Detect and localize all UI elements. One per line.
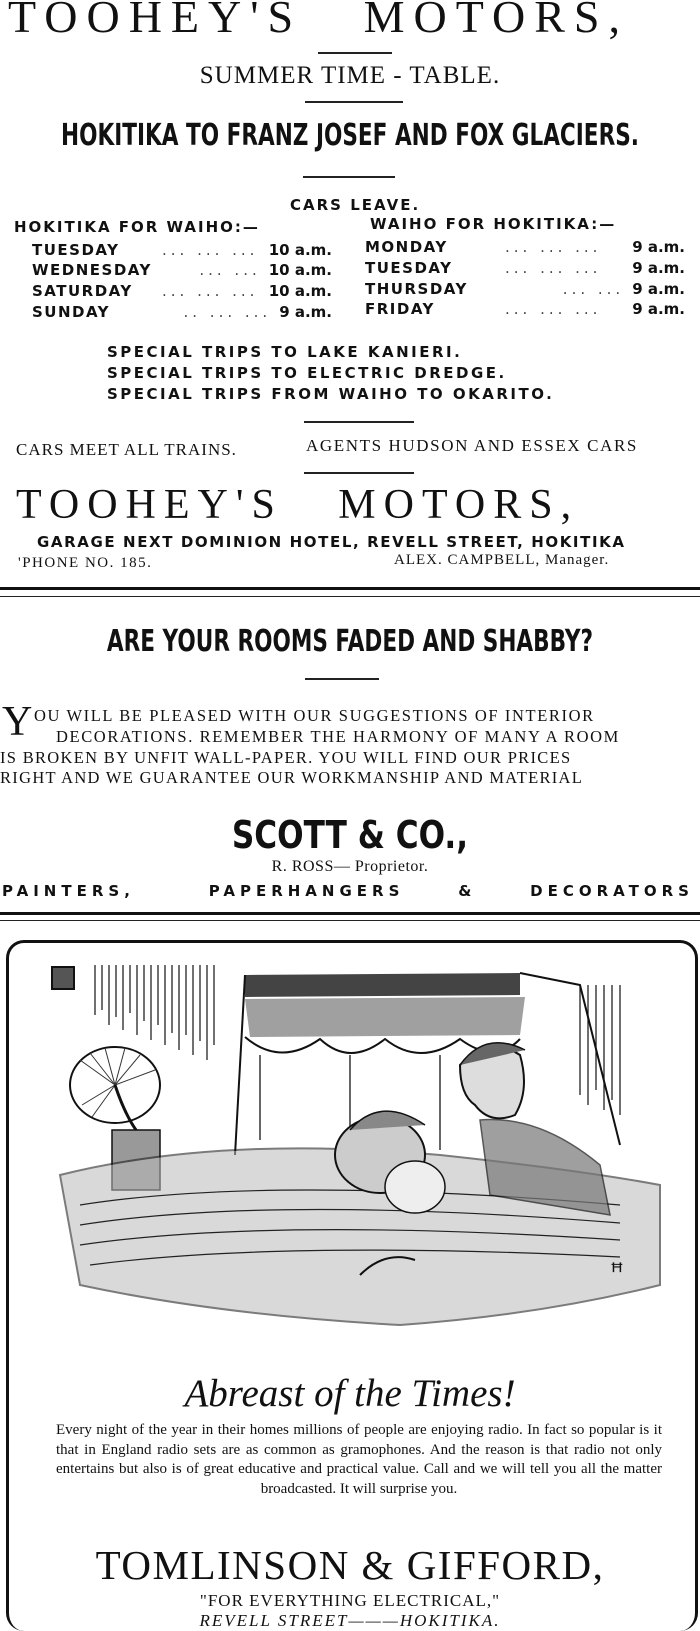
scott-body-line: OU WILL BE PLEASED WITH OUR SUGGESTIONS OF INTERIOR [34, 706, 595, 725]
schedule-row: FRIDAY ... ... ... 9 a.m. [365, 300, 685, 318]
schedule-row: SUNDAY .. ... ... 9 a.m. [32, 303, 332, 321]
scott-body-line: RIGHT AND WE GUARANTEE OUR WORKMANSHIP AND MATERIAL [0, 768, 584, 787]
section-separator [0, 596, 700, 597]
svg-text:ꟸ: ꟸ [610, 1260, 624, 1286]
divider [304, 421, 414, 423]
scott-headline: ARE YOUR ROOMS FADED AND SHABBY? [106, 624, 594, 659]
tomlinson-address: REVELL STREET———HOKITIKA. [199, 1611, 501, 1630]
special-trips [107, 342, 554, 405]
section-separator [0, 920, 700, 921]
divider [318, 52, 392, 54]
scott-body-line: DECORATIONS. REMEMBER THE HARMONY OF MANY A ROOM [56, 727, 620, 746]
trade-label: & [458, 882, 477, 900]
special-trip-line: SPECIAL TRIPS FROM WAIHO TO OKARITO. [107, 385, 555, 403]
special-trip-line: SPECIAL TRIPS TO ELECTRIC DREDGE. [107, 364, 507, 382]
trade-label: DECORATORS [530, 882, 694, 900]
section-separator [0, 912, 700, 915]
cars-leave: CARS LEAVE. [290, 196, 421, 214]
cars-meet-trains: CARS MEET ALL TRAINS. [16, 440, 237, 459]
radio-illustration [20, 955, 680, 1345]
trade-label: PAINTERS, [2, 882, 135, 900]
garage-address: GARAGE NEXT DOMINION HOTEL, REVELL STREET, HOKITIKA [37, 533, 626, 551]
schedule-row: SATURDAY ... ... ... 10 a.m. [32, 282, 332, 300]
schedule-row: MONDAY ... ... ... 9 a.m. [365, 238, 685, 256]
toohey-footer-name: TOOHEY'S MOTORS, [16, 482, 580, 528]
tomlinson-firm: TOMLINSON & GIFFORD, [95, 1542, 605, 1588]
route-title: HOKITIKA TO FRANZ JOSEF AND FOX GLACIERS. [61, 118, 639, 153]
tomlinson-slogan: "FOR EVERYTHING ELECTRICAL," [199, 1591, 501, 1610]
manager-name: ALEX. CAMPBELL, Manager. [394, 552, 610, 568]
schedule-row: TUESDAY ... ... ... 9 a.m. [365, 259, 685, 277]
schedule-row: TUESDAY ... ... ... 10 a.m. [32, 241, 332, 259]
scott-body-line: IS BROKEN BY UNFIT WALL-PAPER. YOU WILL FIND OUR PRICES [0, 748, 572, 767]
radio-body-text: Every night of the year in their homes millions of people are enjoying radio. In fact so popular is it that in England radio sets are as common as gramophones. And the reason is that radio not only entertains but also is of great educative and practical value. Call and we will tell you all the matter broadcasted. It will surprise you. [56, 1422, 662, 1497]
toohey-headline: TOOHEY'S MOTORS, [8, 0, 629, 42]
timetable-subtitle: SUMMER TIME - TABLE. [199, 62, 501, 89]
agents-line: AGENTS HUDSON AND ESSEX CARS [306, 436, 638, 455]
schedule-row: THURSDAY ... ... 9 a.m. [365, 280, 685, 298]
special-trip-line: SPECIAL TRIPS TO LAKE KANIERI. [107, 343, 463, 361]
phone-number: 'PHONE NO. 185. [18, 555, 153, 571]
trade-label: PAPERHANGERS [208, 882, 405, 900]
left-heading: HOKITIKA FOR WAIHO:— [14, 218, 260, 236]
section-separator [0, 587, 700, 590]
tomlinson-headline: Abreast of the Times! [184, 1372, 516, 1415]
schedule-row: WEDNESDAY ... ... 10 a.m. [32, 261, 332, 279]
proprietor: R. ROSS— Proprietor. [271, 858, 429, 875]
divider [305, 101, 403, 103]
trades-line [2, 882, 694, 900]
right-heading: WAIHO FOR HOKITIKA:— [370, 215, 617, 233]
divider [305, 678, 379, 680]
divider [304, 472, 414, 474]
divider [303, 176, 395, 178]
drop-cap: Y [2, 699, 33, 745]
scott-firm: SCOTT & CO., [231, 813, 469, 857]
